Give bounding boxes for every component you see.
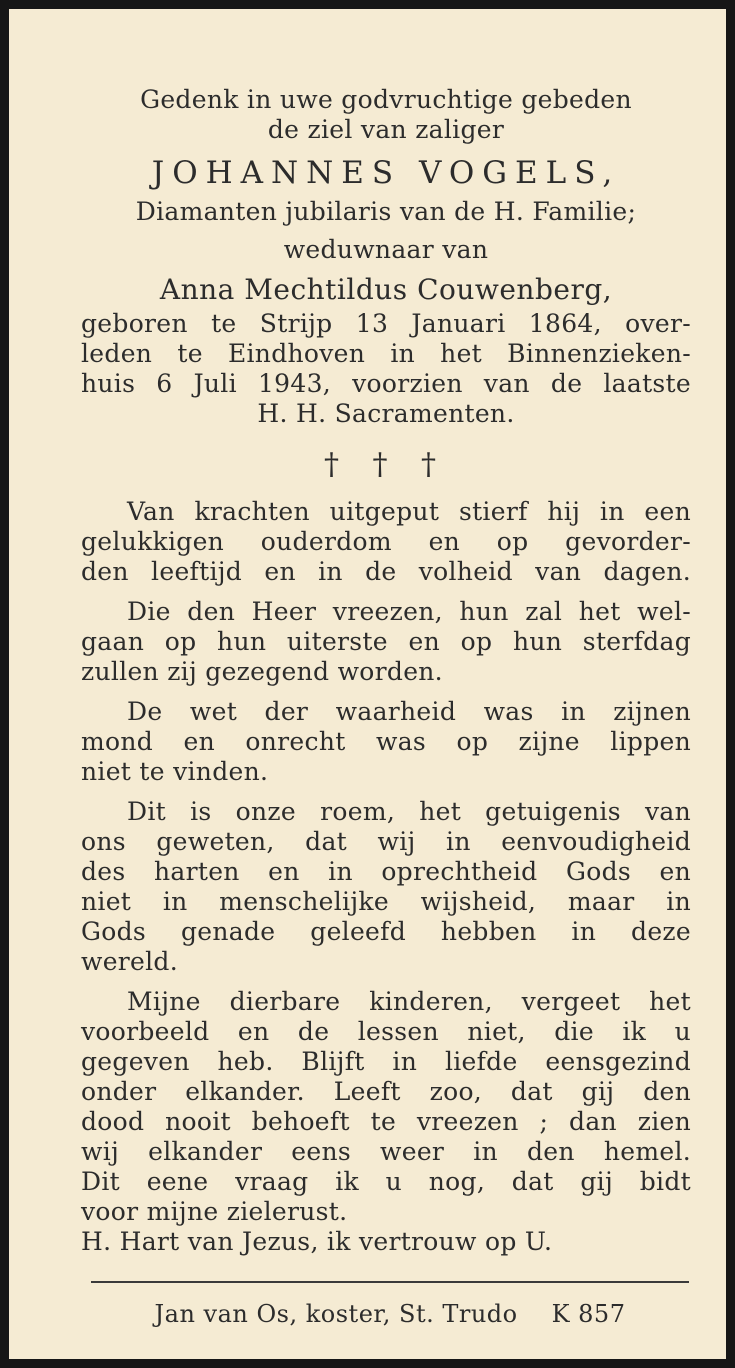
bio-line: huis 6 Juli 1943, voorzien van de laatste [81,369,691,398]
bio-block [81,309,691,429]
text-line: dood nooit behoeft te vreezen ; dan zien [81,1107,691,1136]
text-line: niet in menschelijke wijsheid, maar in [81,887,691,916]
text-line: gaan op hun uiterste en op hun sterfdag [81,627,691,656]
text-line: Mijne dierbare kinderen, vergeet het [127,987,691,1016]
bio-line: geboren te Strijp 13 Januari 1864, over- [81,309,691,338]
relation-line: weduwnaar van [283,235,489,264]
text-line: wereld. [81,947,178,976]
paragraph-2 [81,597,691,687]
text-line: voorbeeld en de lessen niet, die ik u [81,1017,691,1046]
card-text [81,85,691,1257]
print-code: K 857 [551,1300,626,1328]
text-line: H. Hart van Jezus, ik vertrouw op U. [81,1227,553,1256]
header-line-2: de ziel van zaliger [267,115,505,144]
deceased-name: JOHANNES VOGELS, [151,155,621,191]
text-line: Van krachten uitgeput stierf hij in een [127,497,691,526]
printer-name: Jan van Os, koster, St. Trudo [154,1300,518,1328]
text-line: gelukkigen ouderdom en op gevorder- [81,527,691,556]
text-line: den leeftijd en in de volheid van dagen. [81,557,691,586]
text-line: Gods genade geleefd hebben in deze [81,917,691,946]
bio-line: H. H. Sacramenten. [257,399,515,428]
text-line: zullen zij gezegend worden. [81,657,443,686]
text-line: mond en onrecht was op zijne lippen [81,727,691,756]
text-line: voor mijne zielerust. [81,1197,348,1226]
text-line: wij elkander eens weer in den hemel. [81,1137,691,1166]
header-line-1: Gedenk in uwe godvruchtige gebeden [140,85,632,114]
spouse-name: Anna Mechtildus Couwenberg, [159,273,613,306]
crosses-icon: † † † [323,447,449,482]
text-line: des harten en in oprechtheid Gods en [81,857,691,886]
bio-line: leden te Eindhoven in het Binnenzieken- [81,339,691,368]
paragraph-3 [81,697,691,787]
divider-rule [91,1281,689,1283]
text-line: De wet der waarheid was in zijnen [127,697,691,726]
text-line: niet te vinden. [81,757,269,786]
text-line: Dit eene vraag ik u nog, dat gij bidt [81,1167,691,1196]
paragraph-5 [81,987,691,1257]
text-line: Dit is onze roem, het getuigenis van [127,797,691,826]
text-line: gegeven heb. Blijft in liefde eensgezind [81,1047,691,1076]
paragraph-4 [81,797,691,977]
deceased-title: Diamanten jubilaris van de H. Familie; [135,197,637,226]
paragraph-1 [81,497,691,587]
text-line: Die den Heer vreezen, hun zal het wel- [127,597,691,626]
text-line: onder elkander. Leeft zoo, dat gij den [81,1077,691,1106]
text-line: ons geweten, dat wij in eenvoudigheid [81,827,691,856]
printer-footer [91,1299,689,1329]
